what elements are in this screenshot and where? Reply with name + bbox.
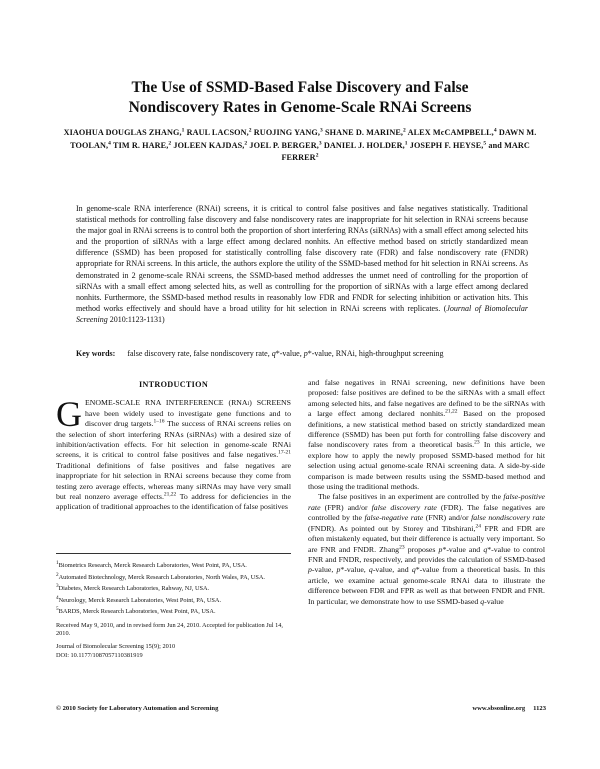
page-footer [56, 705, 546, 712]
author-name: DAWN M. TOOLAN, [70, 128, 537, 150]
intro-paragraph: GENOME-SCALE RNA INTERFERENCE (RNAi) SCREENS have been widely used to investigate gene functions and to discover drug targets.$^{1-16}$ The success of RNAi screens relies on the selection of short interfering RNAs (siRNAs) with a desired size of inhibition/activation effects. For hit selection in genome-scale RNAi screens, it is critical to control false positives and false negatives.$^{17-21}$ Traditional definitions of false positives and false negatives are inappropriate for hit selection in RNAi screens because they come from testing zero average effects, whereas many siRNAs may have very small but real nonzero average effects.$^{21,22}$ To address for deficiencies in the application of traditional approaches to the identification of false positives [56, 394, 291, 512]
author-affiliation-marker: 2 [244, 139, 248, 146]
citation: 24 [475, 523, 481, 530]
author-affiliation-marker: 5 [483, 139, 487, 146]
page-number: 1123 [533, 705, 546, 712]
keywords: Key words: false discovery rate, false nondiscovery rate, q*-value, p*-value, RNAi, high-throughput screening [76, 349, 444, 358]
author-affiliation-marker: 2 [315, 152, 319, 159]
author-name: SHANE D. MARINE, [325, 128, 404, 137]
author-affiliation-marker: 4 [108, 139, 112, 146]
affiliation-list [56, 559, 291, 617]
affiliation-footnote: $^4$Neurology, Merck Research Laboratories, West Point, PA, USA. [56, 594, 222, 604]
author-name: JOLEEN KAJDAS, [173, 140, 245, 150]
author-affiliation-marker: 2 [248, 127, 252, 134]
abstract-journal-name: Journal of Biomolecular Screening [76, 303, 529, 324]
journal-citation: Journal of Biomolecular Screening 15(9); 2010 [56, 643, 176, 651]
author-name: JOEL P. BERGER, [249, 140, 319, 150]
author-name: XIAOHUA DOUGLAS ZHANG, [63, 128, 182, 137]
copyright: © 2010 Society for Laboratory Automation and Screening [56, 705, 219, 712]
author-name: ALEX McCAMPBELL, [407, 128, 494, 137]
author-list: XIAOHUA DOUGLAS ZHANG,$^1$ RAUL LACSON,$^2$ RUOJING YANG,$^3$ SHANE D. MARINE,$^2$ ALEX McCAMPBELL,$^4$ DAWN M. TOOLAN,$^4$ TIM R. HARE,$^2$ JOLEEN KAJDAS,$^2$ JOEL P. BERGER,$^3$ DANIEL J. HOLDER,$^1$ JOSEPH F. HEYSE,$^5$ and MARC FERRER$^2$ [63, 127, 537, 162]
keywords-label: Key words: [76, 349, 116, 358]
citation: 17-21 [278, 449, 291, 456]
author-name: TIM R. HARE, [113, 140, 169, 150]
received-dates: Received May 9, 2010, and in revised form Jun 24, 2010. Accepted for publication Jul 14, 2010. [56, 621, 283, 637]
author-name: MARC FERRER [281, 140, 530, 162]
author-affiliation-marker: 2 [168, 139, 172, 146]
left-column [56, 380, 291, 513]
author-affiliation-marker: 1 [404, 139, 408, 146]
affiliation-footnote: $^5$BARDS, Merck Research Laboratories, West Point, PA, USA. [56, 606, 216, 616]
footnotes [56, 553, 291, 660]
section-heading-introduction: INTRODUCTION [138, 380, 209, 389]
drop-cap: G [56, 394, 82, 435]
right-paragraph-1: and false negatives in RNAi screening, new definitions have been proposed: false positives are defined to be the siRNAs with a small effect among selected hits, and false negatives are defined to be the siRNAs with a large effect among declared nonhits.$^{21,22}$ Based on the proposed definitions, a new statistical method based on strictly standardized mean difference (SSMD) has been put forth for controlling false discovery and false nondiscovery rates from a theoretical basis.$^{23}$ In this article, we explore how to apply the newly proposed SSMD-based method for hit selection using actual genome-scale RNAi screening data. A side-by-side comparison is made between results using the SSMD-based method and those using the traditional methods. [308, 378, 546, 492]
author-name: DANIEL J. HOLDER, [323, 140, 405, 150]
title-line-2: Nondiscovery Rates in Genome-Scale RNAi Screens [128, 99, 472, 116]
citation: 23 [399, 543, 405, 550]
author-name: RUOJING YANG, [253, 128, 320, 137]
title-line-1: The Use of SSMD-Based False Discovery and False [131, 79, 469, 96]
right-column [308, 378, 545, 607]
doi: DOI: 10.1177/1087057110381919 [56, 651, 143, 659]
author-affiliation-marker: 3 [320, 127, 323, 134]
citation: 23 [474, 439, 480, 446]
article-title [40, 78, 560, 118]
affiliation-footnote: $^3$Diabetes, Merck Research Laboratories, Rahway, NJ, USA. [56, 583, 210, 593]
affiliation-footnote: $^1$Biometrics Research, Merck Research Laboratories, West Point, PA, USA. [56, 560, 247, 570]
citation: 1–16 [153, 418, 165, 425]
abstract: In genome-scale RNA interference (RNAi) screens, it is critical to control false positives and false negatives statistically. Traditional statistical methods for controlling false discovery and false nondiscovery rates are inappropriate for hit selection in RNAi screens because the major goal in RNAi screens is to control both the proportion of short interfering RNAs (siRNAs) with a small effect among selected hits and the proportion of siRNAs with a large effect among declared nonhits. An effective method based on strictly standardized mean difference (SSMD) has been proposed for statistically controlling false discovery rate (FDR) and false nondiscovery rate (FNDR) appropriate for RNAi screens. In this article, the authors explore the utility of the SSMD-based method for hit selection in RNAi screens. As demonstrated in 2 genome-scale RNAi screens, the SSMD-based method addresses the unmet need of controlling for the proportion of siRNAs with a small effect among selected hits, as well as controlling for the proportion of siRNAs with a large effect among declared nonhits. Furthermore, the SSMD-based method results in reasonably low FDR and FNDR for selecting inhibition or activation hits. This method works effectively and should have a broad utility for hit selection in RNAi screens with replicates. (Journal of Biomolecular Screening 2010:1123-1131) [76, 204, 529, 324]
author-name: RAUL LACSON, [186, 128, 249, 137]
author-affiliation-marker: 1 [181, 127, 185, 134]
author-affiliation-marker: 2 [403, 127, 406, 134]
author-affiliation-marker: 4 [493, 127, 497, 134]
author-affiliation-marker: 3 [318, 139, 322, 146]
journal-website-link[interactable]: www.sbsonline.org [472, 705, 526, 712]
right-paragraph-2: The false positives in an experiment are controlled by the false-positive rate (FPR) and/or false discovery rate (FDR). The false negatives are controlled by the false-negative rate (FNR) and/or false nondiscovery rate (FNDR). As pointed out by Storey and Tibshirani,$^{24}$ FPR and FDR are often mistakenly equated, but their difference is actually very important. So are FNR and FNDR. Zhang$^{23}$ proposes p*-value and q*-value to control FNR and FNDR, respectively, and provides the calculation of SSMD-based p-value, p*-value, q-value, and q*-value from a theoretical basis. In this article, we examine actual genome-scale RNAi data to illustrate the difference between FDR and FPR as well as that between FNDR and FNR. In particular, we demonstrate how to use SSMD-based q-value [308, 492, 545, 606]
author-name: JOSEPH F. HEYSE, [409, 140, 484, 150]
affiliation-footnote: $^2$Automated Biotechnology, Merck Research Laboratories, North Wales, PA, USA. [56, 571, 265, 581]
citation: 21,22 [163, 491, 177, 498]
citation: 21,22 [445, 408, 458, 415]
